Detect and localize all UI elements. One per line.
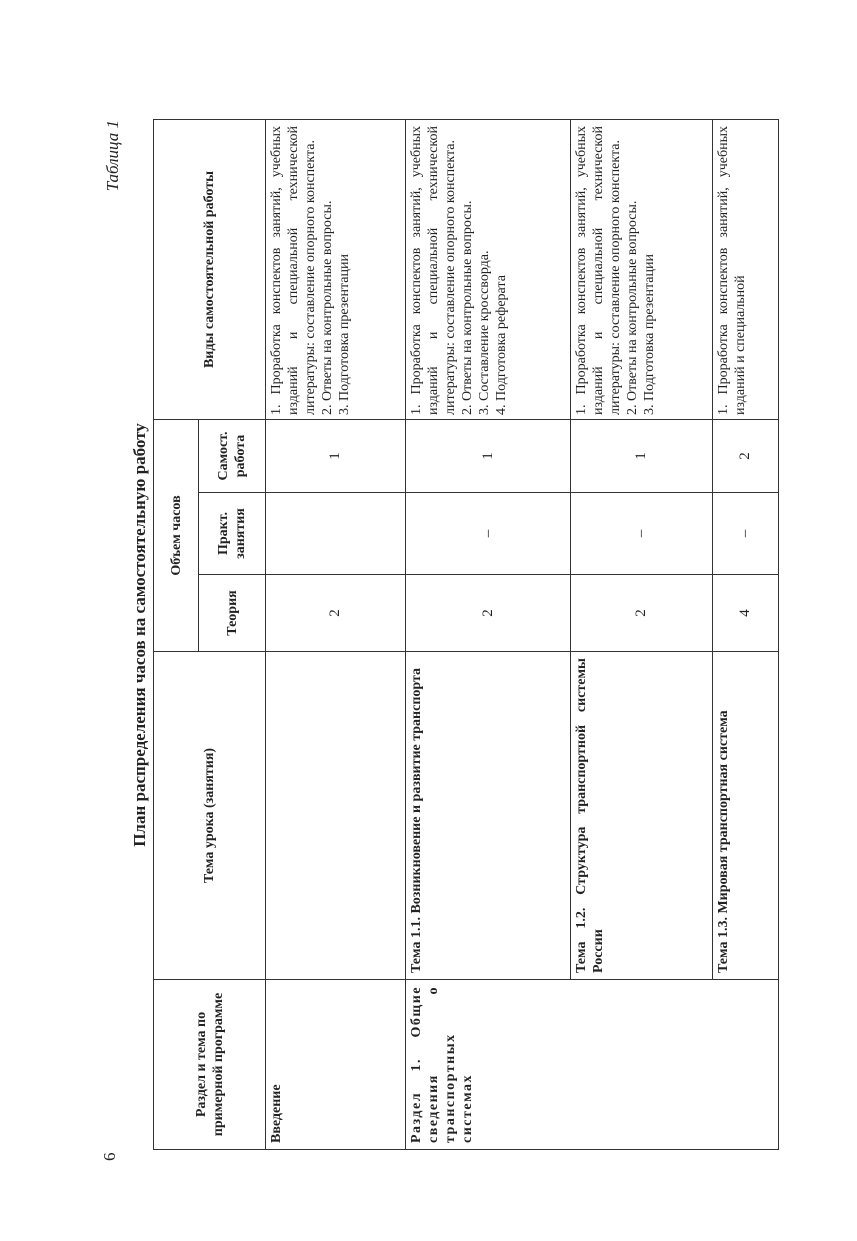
self-cell: 2	[713, 420, 779, 493]
topic-cell: Тема 1.3. Мировая транспортная система	[713, 652, 779, 980]
topic-cell: Тема 1.2. Структура транспортной системы России	[571, 652, 713, 980]
kinds-cell	[266, 120, 406, 420]
page-number: 6	[100, 1152, 119, 1161]
theory-cell: 2	[266, 575, 406, 652]
self-cell: 1	[266, 420, 406, 493]
table-label: Таблица 1	[103, 120, 122, 192]
header-self: Самост. работа	[199, 420, 266, 493]
self-cell: 1	[406, 420, 571, 493]
header-topic: Тема урока (занятия)	[154, 652, 266, 980]
kind-item: 1. Проработка конспектов занятий, учебных изданий и специальной технической литературы: составление опорного конспекта.	[574, 126, 623, 415]
kind-item: 3. Подготовка презентации	[337, 254, 352, 415]
kind-item: 3. Составление кроссворда.	[477, 250, 492, 415]
self-cell: 1	[571, 420, 713, 493]
table-row	[266, 120, 406, 1150]
practice-cell: –	[571, 493, 713, 575]
kind-item: 1. Проработка конспектов занятий, учебных изданий и специальной технической литературы: составление опорного конспекта.	[409, 126, 458, 415]
practice-cell: –	[713, 493, 779, 575]
practice-cell: –	[406, 493, 571, 575]
topic-cell	[266, 652, 406, 980]
table-wrapper	[153, 117, 780, 1150]
theory-cell: 4	[713, 575, 779, 652]
header-theory: Теория	[199, 575, 266, 652]
header-section: Раздел и тема по примерной программе	[154, 980, 266, 1150]
practice-cell	[266, 493, 406, 575]
kind-item: 2. Ответы на контрольные вопросы.	[460, 200, 475, 415]
kind-item: 2. Ответы на контрольные вопросы.	[625, 200, 640, 415]
table-title: План распределения часов на самостоятельную работу	[130, 423, 149, 847]
theory-cell: 2	[406, 575, 571, 652]
hours-table	[153, 119, 779, 1150]
kind-item: 1. Проработка конспектов занятий, учебных изданий и специальной технической литературы: составление опорного конспекта.	[269, 126, 318, 415]
theory-cell: 2	[571, 575, 713, 652]
kinds-cell	[406, 120, 571, 420]
kind-item: 1. Проработка конспектов занятий, учебных изданий и специальной	[716, 126, 748, 415]
section-cell: Раздел 1. Общие сведения о транспортных системах	[406, 980, 779, 1150]
header-hours: Объем часов	[154, 420, 199, 652]
topic-cell: Тема 1.1. Возникновение и развитие транспорта	[406, 652, 571, 980]
header-kinds: Виды самостоятельной работы	[154, 120, 266, 420]
kind-item: 2. Ответы на контрольные вопросы.	[320, 200, 335, 415]
kind-item: 3. Подготовка презентации	[642, 254, 657, 415]
section-cell: Введение	[266, 980, 406, 1150]
kind-item: 4. Подготовка реферата	[494, 275, 509, 415]
header-practice: Практ. занятия	[199, 493, 266, 575]
table-row	[406, 120, 571, 1150]
kinds-cell	[571, 120, 713, 420]
kinds-cell	[713, 120, 779, 420]
